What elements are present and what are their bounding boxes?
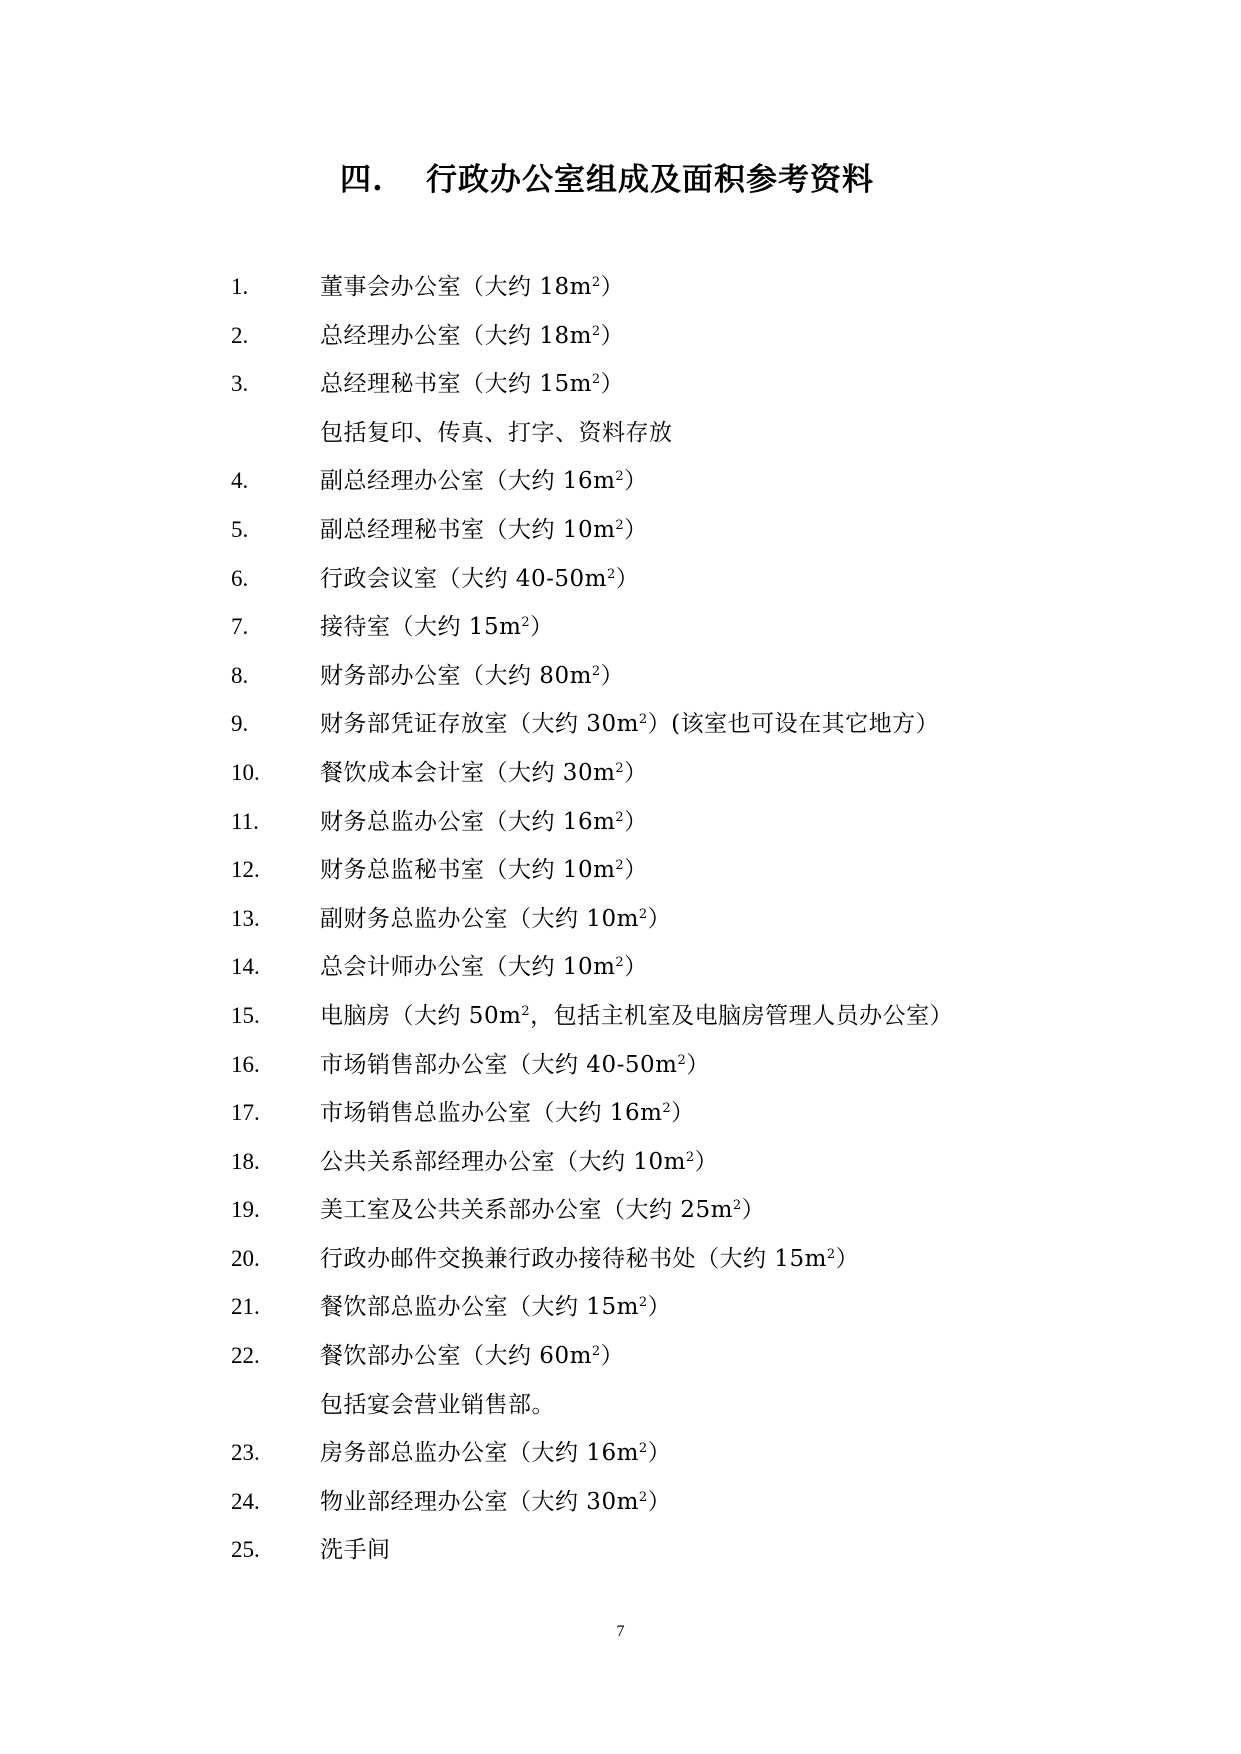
area-unit-superscript: 2 xyxy=(521,1004,531,1020)
list-item xyxy=(0,1098,1241,1147)
list-item-text xyxy=(320,758,648,788)
area-unit-superscript: 2 xyxy=(638,906,648,922)
list-item-number: 13. xyxy=(231,905,260,931)
list-item-tail: ） xyxy=(647,905,672,932)
page-number: 7 xyxy=(616,1623,625,1640)
list-item-label: 行政会议室（大约 40-50m xyxy=(320,565,607,592)
list-item-number: 19. xyxy=(231,1197,260,1223)
list-item-text xyxy=(320,515,648,545)
area-unit-superscript: 2 xyxy=(606,566,616,582)
list-item-tail: ） xyxy=(600,371,625,398)
list-item-number: 12. xyxy=(231,857,260,883)
list-item-text xyxy=(320,612,554,642)
list-item-label: 财务部办公室（大约 80m xyxy=(320,662,592,689)
list-item-text xyxy=(320,321,624,351)
office-list xyxy=(0,272,1241,1584)
list-item-number: 3. xyxy=(231,371,249,397)
list-item-label: 董事会办公室（大约 18m xyxy=(320,274,592,300)
list-item-label: 行政办邮件交换兼行政办接待秘书处（大约 15m xyxy=(320,1245,827,1272)
list-item-text xyxy=(320,564,639,594)
list-item xyxy=(0,661,1241,710)
list-item xyxy=(0,904,1241,953)
heading-number: 四. xyxy=(340,162,384,198)
list-item-number: 2. xyxy=(231,322,249,348)
list-item-label: 财务部凭证存放室（大约 30m xyxy=(320,711,639,738)
list-item-label: 总经理办公室（大约 18m xyxy=(320,322,592,349)
list-item-tail: ） xyxy=(694,1148,719,1175)
list-item-tail: ） xyxy=(624,468,648,495)
area-unit-superscript: 2 xyxy=(615,858,625,874)
list-item-tail: ） xyxy=(686,1051,710,1078)
list-item xyxy=(0,369,1241,418)
list-item-label: 包括复印、传真、打字、资料存放 xyxy=(320,419,673,446)
list-item-number: 15. xyxy=(231,1002,260,1028)
list-item-label: 接待室（大约 15m xyxy=(320,614,522,641)
list-item-text xyxy=(320,855,648,885)
list-item-text xyxy=(320,807,648,837)
area-unit-superscript: 2 xyxy=(662,1101,672,1117)
list-item-tail: ） xyxy=(624,808,648,835)
list-item-number: 6. xyxy=(231,565,249,591)
area-unit-superscript: 2 xyxy=(591,1344,601,1360)
list-item-number: 18. xyxy=(231,1148,260,1174)
list-item-number: 25. xyxy=(231,1537,260,1563)
area-unit-superscript: 2 xyxy=(591,275,601,291)
list-item-number: 20. xyxy=(231,1245,260,1271)
list-item-text xyxy=(320,466,648,496)
list-item-label: 市场销售部办公室（大约 40-50m xyxy=(320,1051,678,1078)
list-item-label: 总会计师办公室（大约 10m xyxy=(320,954,616,981)
area-unit-superscript: 2 xyxy=(732,1198,742,1214)
list-item-tail: ） xyxy=(647,1294,672,1321)
area-unit-superscript: 2 xyxy=(615,761,625,777)
list-item-number: 7. xyxy=(231,614,249,640)
list-item xyxy=(0,1390,1241,1439)
list-item-tail: ） xyxy=(741,1197,766,1224)
list-item-tail: ） xyxy=(530,614,554,641)
list-item xyxy=(0,612,1241,661)
list-item-tail: ） xyxy=(600,274,625,300)
area-unit-superscript: 2 xyxy=(826,1247,836,1263)
list-item-number: 24. xyxy=(231,1488,260,1514)
list-item-text xyxy=(320,1535,391,1565)
list-item-label: 包括宴会营业销售部。 xyxy=(320,1391,555,1418)
list-item-tail: ） xyxy=(600,322,625,349)
list-item-number: 16. xyxy=(231,1051,260,1077)
list-item xyxy=(0,1535,1241,1584)
list-item-tail: ） xyxy=(615,565,640,592)
list-item-text xyxy=(320,1001,953,1031)
list-item xyxy=(0,1487,1241,1536)
list-item-label: 公共关系部经理办公室（大约 10m xyxy=(320,1148,686,1175)
list-item-text xyxy=(320,1244,859,1274)
list-item-number: 4. xyxy=(231,468,249,494)
area-unit-superscript: 2 xyxy=(591,663,601,679)
list-item-label: 洗手间 xyxy=(320,1537,391,1564)
list-item-label: 市场销售总监办公室（大约 16m xyxy=(320,1100,663,1127)
list-item xyxy=(0,418,1241,467)
list-item-label: 美工室及公共关系部办公室（大约 25m xyxy=(320,1197,733,1224)
heading-text: 行政办公室组成及面积参考资料 xyxy=(426,162,874,198)
list-item xyxy=(0,1244,1241,1293)
list-item-number: 14. xyxy=(231,954,260,980)
list-item-label: 餐饮部办公室（大约 60m xyxy=(320,1343,592,1370)
list-item-tail: ）(该室也可设在其它地方） xyxy=(647,711,940,738)
area-unit-superscript: 2 xyxy=(591,372,601,388)
list-item xyxy=(0,758,1241,807)
area-unit-superscript: 2 xyxy=(638,712,648,728)
list-item-number: 10. xyxy=(231,759,260,785)
list-item-tail: ） xyxy=(600,1343,625,1370)
area-unit-superscript: 2 xyxy=(615,518,625,534)
area-unit-superscript: 2 xyxy=(638,1441,648,1457)
list-item-text xyxy=(320,369,624,399)
list-item xyxy=(0,1050,1241,1099)
list-item-number: 11. xyxy=(231,808,259,834)
list-item-label: 总经理秘书室（大约 15m xyxy=(320,371,592,398)
list-item-tail: ） xyxy=(835,1245,860,1272)
list-item-tail: ） xyxy=(647,1440,672,1467)
list-item-number: 17. xyxy=(231,1100,260,1126)
area-unit-superscript: 2 xyxy=(615,469,625,485)
list-item-text xyxy=(320,1195,765,1225)
list-item-text xyxy=(320,1292,671,1322)
list-item xyxy=(0,1001,1241,1050)
list-item-text xyxy=(320,952,648,982)
list-item-number: 9. xyxy=(231,711,249,737)
area-unit-superscript: 2 xyxy=(615,809,625,825)
list-item-label: 副总经理秘书室（大约 10m xyxy=(320,516,616,543)
list-item-number: 22. xyxy=(231,1343,260,1369)
list-item-text xyxy=(320,1050,710,1080)
list-item xyxy=(0,564,1241,613)
page-title xyxy=(340,160,874,200)
list-item-label: 餐饮成本会计室（大约 30m xyxy=(320,759,616,786)
list-item-text xyxy=(320,1341,624,1371)
list-item-tail: ） xyxy=(624,954,648,981)
list-item xyxy=(0,1341,1241,1390)
list-item xyxy=(0,952,1241,1001)
list-item-tail: ，包括主机室及电脑房管理人员办公室） xyxy=(530,1002,954,1029)
list-item-tail: ） xyxy=(624,759,648,786)
list-item-number: 23. xyxy=(231,1440,260,1466)
list-item-label: 副总经理办公室（大约 16m xyxy=(320,468,616,495)
list-item-label: 餐饮部总监办公室（大约 15m xyxy=(320,1294,639,1321)
list-item-text xyxy=(320,1487,671,1517)
list-item xyxy=(0,1438,1241,1487)
area-unit-superscript: 2 xyxy=(591,323,601,339)
list-item-number: 1. xyxy=(231,274,249,299)
area-unit-superscript: 2 xyxy=(615,955,625,971)
list-item-text xyxy=(320,272,624,302)
list-item xyxy=(0,466,1241,515)
area-unit-superscript: 2 xyxy=(638,1295,648,1311)
list-item-number: 8. xyxy=(231,662,249,688)
list-item xyxy=(0,1147,1241,1196)
list-item xyxy=(0,1292,1241,1341)
list-item-text xyxy=(320,1438,671,1468)
list-item xyxy=(0,1195,1241,1244)
list-item xyxy=(0,855,1241,904)
list-item-label: 电脑房（大约 50m xyxy=(320,1002,522,1029)
list-item-tail: ） xyxy=(671,1100,695,1127)
list-item-text xyxy=(320,661,624,691)
list-item xyxy=(0,321,1241,370)
list-item-tail: ） xyxy=(624,516,648,543)
list-item xyxy=(0,515,1241,564)
list-item-text xyxy=(320,904,671,934)
list-item xyxy=(0,272,1241,321)
list-item-tail: ） xyxy=(647,1488,672,1515)
list-item-text xyxy=(320,1390,555,1420)
area-unit-superscript: 2 xyxy=(677,1052,687,1068)
area-unit-superscript: 2 xyxy=(685,1149,695,1165)
list-item-tail: ） xyxy=(624,857,648,884)
list-item-label: 财务总监秘书室（大约 10m xyxy=(320,857,616,884)
list-item-label: 房务部总监办公室（大约 16m xyxy=(320,1440,639,1467)
list-item-label: 副财务总监办公室（大约 10m xyxy=(320,905,639,932)
list-item xyxy=(0,807,1241,856)
list-item-number: 21. xyxy=(231,1294,260,1320)
list-item xyxy=(0,709,1241,758)
list-item-text xyxy=(320,1098,695,1128)
list-item-text xyxy=(320,709,939,739)
list-item-number: 5. xyxy=(231,516,249,542)
area-unit-superscript: 2 xyxy=(521,615,531,631)
list-item-text xyxy=(320,1147,718,1177)
list-item-tail: ） xyxy=(600,662,625,689)
list-item-text xyxy=(320,418,673,448)
list-item-label: 物业部经理办公室（大约 30m xyxy=(320,1488,639,1515)
area-unit-superscript: 2 xyxy=(638,1490,648,1506)
list-item-label: 财务总监办公室（大约 16m xyxy=(320,808,616,835)
